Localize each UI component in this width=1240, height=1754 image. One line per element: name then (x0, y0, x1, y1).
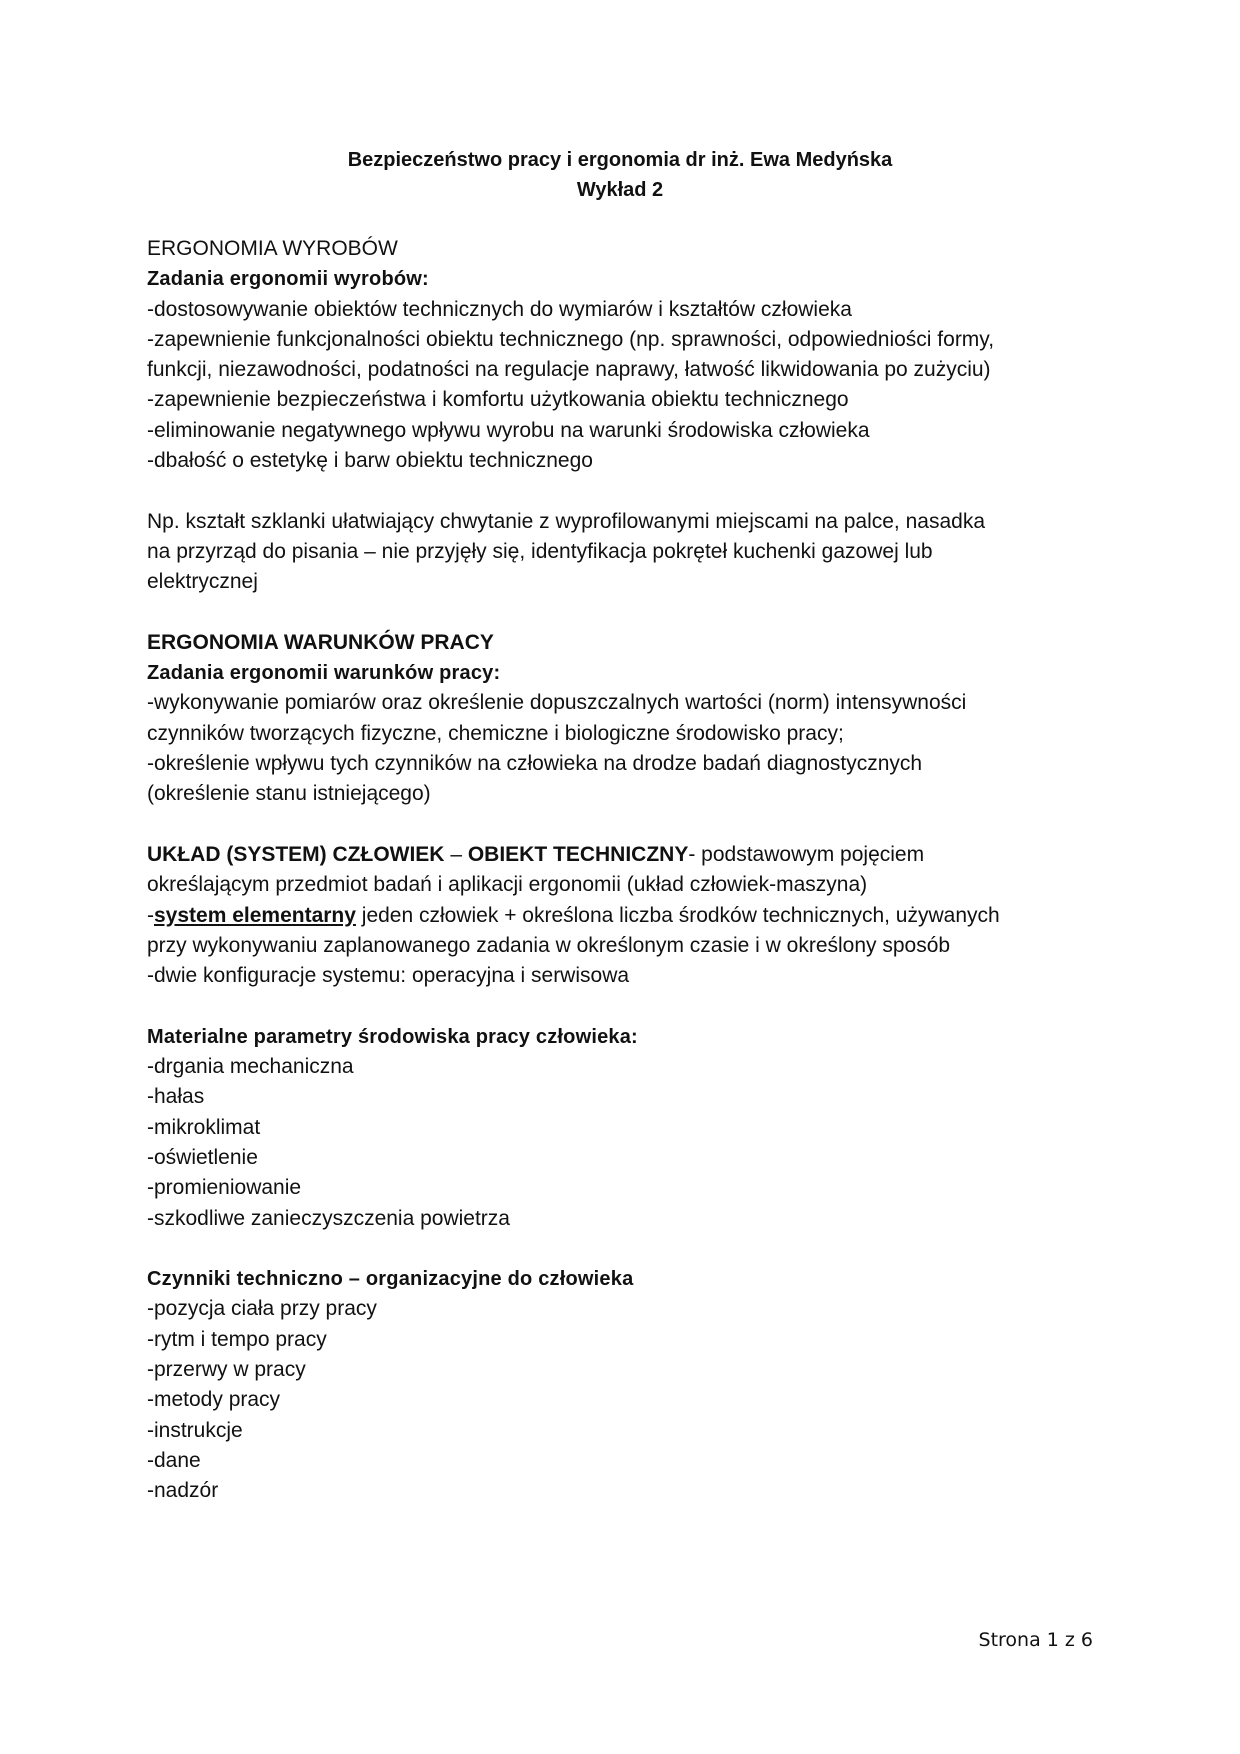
elementary-system-term: system elementarny (154, 903, 356, 927)
list-item: -pozycja ciała przy pracy (147, 1297, 377, 1321)
system-term: UKŁAD (SYSTEM) CZŁOWIEK (147, 842, 445, 866)
definition-text: jeden człowiek + określona liczba środków technicznych, używanych (355, 903, 1000, 927)
list-item: -promieniowanie (147, 1176, 302, 1200)
list-item: -mikroklimat (147, 1115, 261, 1139)
factors-rest: – organizacyjne do człowieka (343, 1268, 634, 1291)
list-item: -drgania mechaniczna (147, 1055, 354, 1079)
list-item: czynników tworzących fizyczne, chemiczne i biologiczne środowisko pracy; (147, 721, 844, 745)
list-item: -dbałość o estetykę i barw obiektu technicznego (147, 449, 593, 473)
system-definition-line (147, 840, 1097, 870)
definition-text: - podstawowym pojęciem (688, 842, 925, 866)
section-subheading (147, 1264, 1097, 1294)
list-item: -zapewnienie bezpieczeństwa i komfortu użytkowania obiektu technicznego (147, 388, 849, 412)
list-item: -wykonywanie pomiarów oraz określenie dopuszczalnych wartości (norm) intensywności (147, 691, 967, 715)
list-item: -nadzór (147, 1479, 219, 1503)
list-item: -szkodliwe zanieczyszczenia powietrza (147, 1206, 510, 1230)
definition-text: -dwie konfiguracje systemu: operacyjna i serwisowa (147, 964, 630, 988)
list-item: (określenie stanu istniejącego) (147, 782, 431, 806)
definition-text: określającym przedmiot badań i aplikacji ergonomii (układ człowiek-maszyna) (147, 873, 868, 897)
list-item: -zapewnienie funkcjonalności obiektu technicznego (np. sprawności, odpowiedniości formy, (147, 327, 995, 351)
example-text: na przyrząd do pisania – nie przyjęły się, identyfikacja pokręteł kuchenki gazowej lub (147, 539, 933, 563)
elementary-system-line (147, 901, 1097, 931)
list-item: -metody pracy (147, 1388, 281, 1412)
list-item: -dane (147, 1448, 201, 1472)
page-number: Strona 1 z 6 (978, 1629, 1093, 1651)
list-item: -przerwy w pracy (147, 1357, 306, 1381)
list-item: -hałas (147, 1085, 205, 1109)
list-item: -instrukcje (147, 1418, 243, 1442)
definition-text: przy wykonywaniu zaplanowanego zadania w określonym czasie i w określony sposób (147, 933, 951, 957)
list-item: -dostosowywanie obiektów technicznych do wymiarów i kształtów człowieka (147, 297, 852, 321)
list-item: funkcji, niezawodności, podatności na regulacje naprawy, łatwość likwidowania po zużyciu) (147, 358, 991, 382)
factors-term: Czynniki techniczno (147, 1268, 344, 1291)
list-item: -rytm i tempo pracy (147, 1327, 327, 1351)
lecture-number: Wykład 2 (576, 179, 664, 201)
document-title: Bezpieczeństwo pracy i ergonomia dr inż. Ewa Medyńska (347, 149, 893, 171)
section-heading-ergonomia-warunkow-pracy: ERGONOMIA WARUNKÓW PRACY (147, 630, 494, 654)
example-text: elektrycznej (147, 570, 258, 594)
list-item: -eliminowanie negatywnego wpływu wyrobu na warunki środowiska człowieka (147, 418, 870, 442)
technical-object-term: OBIEKT TECHNICZNY (467, 842, 689, 866)
section-heading-ergonomia-wyrobow: ERGONOMIA WYROBÓW (147, 237, 398, 260)
dash: - (147, 903, 154, 927)
section-subheading: Zadania ergonomii warunków pracy: (147, 662, 501, 685)
document-body (147, 234, 1097, 1506)
section-subheading: Zadania ergonomii wyrobów: (147, 268, 429, 291)
list-item: -oświetlenie (147, 1145, 258, 1169)
section-subheading: Materialne parametry środowiska pracy człowieka: (147, 1025, 638, 1048)
list-item: -określenie wpływu tych czynników na człowieka na drodze badań diagnostycznych (147, 752, 923, 776)
example-text: Np. kształt szklanki ułatwiający chwytanie z wyprofilowanymi miejscami na palce, nasadka (147, 509, 986, 533)
dash: – (444, 842, 468, 866)
